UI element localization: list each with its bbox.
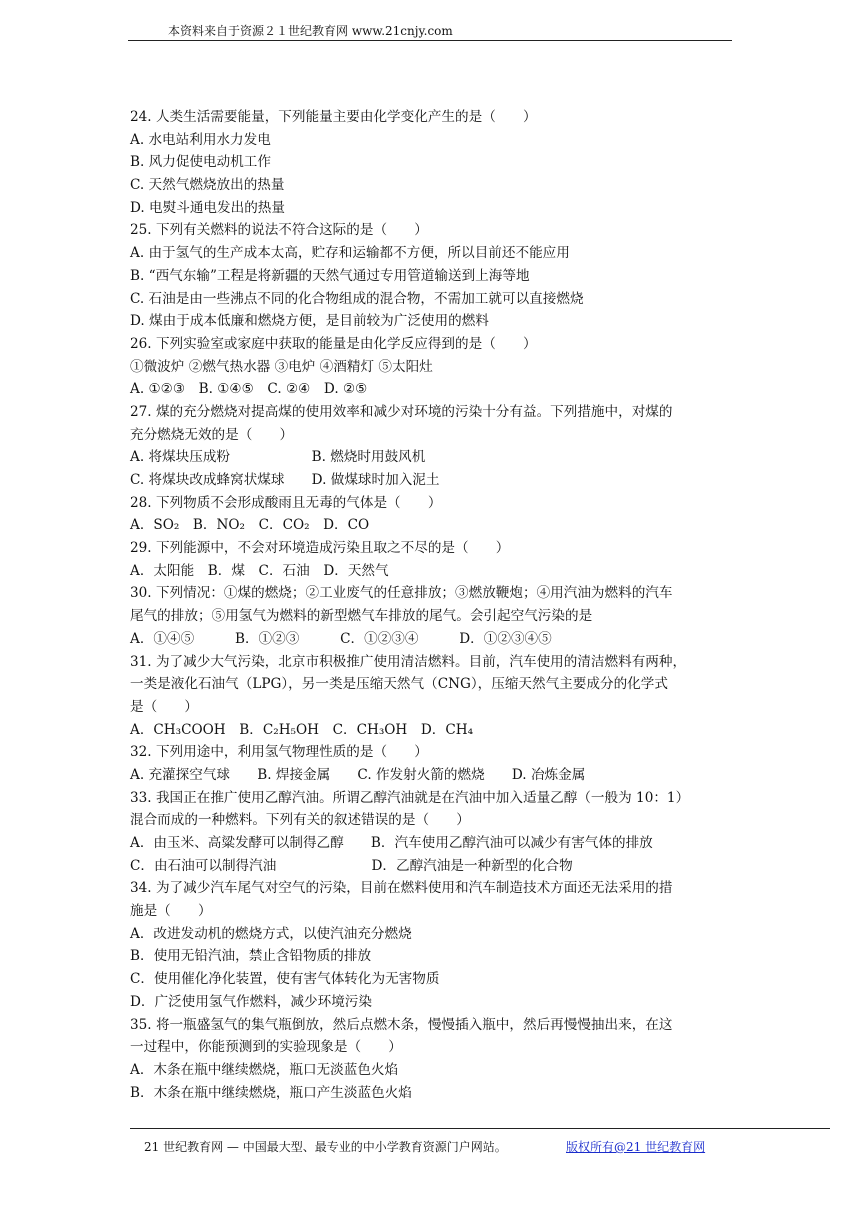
question-line: D．广泛使用氢气作燃料，减少环境污染: [130, 993, 372, 1010]
question-line: A. 水电站利用水力发电: [130, 131, 271, 148]
question-line: 28. 下列物质不会形成酸雨且无毒的气体是（ ）: [130, 494, 442, 511]
question-line: 25. 下列有关燃料的说法不符合这际的是（ ）: [130, 222, 428, 239]
question-line: 施是（ ）: [130, 903, 212, 920]
question-line: 充分燃烧无效的是（ ）: [130, 426, 294, 443]
question-line: A. 充灌探空气球 B. 焊接金属 C. 作发射火箭的燃烧 D. 冶炼金属: [130, 766, 586, 783]
question-line: 27. 煤的充分燃烧对提高煤的使用效率和减少对环境的污染十分有益。下列措施中，对煤的: [130, 403, 673, 420]
question-line: 32. 下列用途中，利用氢气物理性质的是（ ）: [130, 744, 428, 761]
copyright-link[interactable]: 版权所有@21 世纪教育网: [566, 1140, 706, 1154]
question-line: 26. 下列实验室或家庭中获取的能量是由化学反应得到的是（ ）: [130, 335, 537, 352]
question-line: C．使用催化净化装置，使有害气体转化为无害物质: [130, 971, 440, 988]
question-line: A．SO₂ B．NO₂ C．CO₂ D．CO: [130, 517, 370, 534]
footer-text: 21 世纪教育网 — 中国最大型、最专业的中小学教育资源门户网站。: [144, 1140, 507, 1154]
header-text: 本资料来自于资源２１世纪教育网 www.21cnjy.com: [168, 24, 453, 38]
question-content: [130, 106, 734, 1104]
page-header: [128, 22, 732, 41]
question-line: A. 由于氢气的生产成本太高，贮存和运输都不方便，所以目前还不能应用: [130, 245, 570, 262]
question-line: B．木条在瓶中继续燃烧，瓶口产生淡蓝色火焰: [130, 1084, 412, 1101]
question-line: 35. 将一瓶盛氢气的集气瓶倒放，然后点燃木条，慢慢插入瓶中，然后再慢慢抽出来，在这: [130, 1016, 673, 1033]
question-line: A．CH₃COOH B．C₂H₅OH C．CH₃OH D．CH₄: [130, 721, 474, 738]
question-line: D. 电熨斗通电发出的热量: [130, 199, 285, 216]
question-line: D. 煤由于成本低廉和燃烧方便，是目前较为广泛使用的燃料: [130, 313, 489, 330]
question-line: 是（ ）: [130, 698, 198, 715]
question-line: 33. 我国正在推广使用乙醇汽油。所谓乙醇汽油就是在汽油中加入适量乙醇（一般为 10：1）: [130, 789, 690, 806]
question-line: 29. 下列能源中，不会对环境造成污染且取之不尽的是（ ）: [130, 540, 510, 557]
question-line: A．太阳能 B．煤 C．石油 D．天然气: [130, 562, 389, 579]
question-line: C．由石油可以制得汽油 D．乙醇汽油是一种新型的化合物: [130, 857, 573, 874]
question-line: C. 石油是由一些沸点不同的化合物组成的混合物，不需加工就可以直接燃烧: [130, 290, 584, 307]
question-line: B. “西气东输”工程是将新疆的天然气通过专用管道输送到上海等地: [130, 267, 530, 284]
page-footer: [130, 1128, 830, 1154]
question-line: C. 天然气燃烧放出的热量: [130, 177, 285, 194]
question-line: 31. 为了减少大气污染，北京市积极推广使用清洁燃料。目前，汽车使用的清洁燃料有两种，: [130, 653, 687, 670]
question-line: ①微波炉 ②燃气热水器 ③电炉 ④酒精灯 ⑤太阳灶: [130, 358, 433, 375]
question-line: A．①④⑤ B．①②③ C．①②③④ D．①②③④⑤: [130, 630, 552, 647]
question-line: 一类是液化石油气（LPG），另一类是压缩天然气（CNG），压缩天然气主要成分的化学式: [130, 676, 668, 693]
question-line: A．木条在瓶中继续燃烧，瓶口无淡蓝色火焰: [130, 1061, 399, 1078]
question-line: 30. 下列情况：①煤的燃烧；②工业废气的任意排放；③燃放鞭炮；④用汽油为燃料的汽车: [130, 585, 673, 602]
question-line: 24. 人类生活需要能量，下列能量主要由化学变化产生的是（ ）: [130, 109, 537, 125]
question-line: 一过程中，你能预测到的实验现象是（ ）: [130, 1039, 402, 1056]
question-line: B．使用无铅汽油，禁止含铅物质的排放: [130, 948, 372, 965]
question-line: A. 将煤块压成粉 B. 燃烧时用鼓风机: [130, 449, 426, 466]
question-line: A．由玉米、高粱发酵可以制得乙醇 B．汽车使用乙醇汽油可以减少有害气体的排放: [130, 835, 653, 851]
question-line: 34. 为了减少汽车尾气对空气的污染，目前在燃料使用和汽车制造技术方面还无法采用的措: [130, 880, 673, 897]
question-line: A．改进发动机的燃烧方式，以使汽油充分燃烧: [130, 925, 412, 942]
question-line: 混合而成的一种燃料。下列有关的叙述错误的是（ ）: [130, 812, 470, 829]
question-line: 尾气的排放；⑤用氢气为燃料的新型燃气车排放的尾气。会引起空气污染的是: [130, 608, 593, 625]
question-line: C. 将煤块改成蜂窝状煤球 D. 做煤球时加入泥土: [130, 472, 440, 488]
question-line: A. ①②③ B. ①④⑤ C. ②④ D. ②⑤: [130, 381, 368, 398]
question-line: B. 风力促使电动机工作: [130, 154, 271, 171]
